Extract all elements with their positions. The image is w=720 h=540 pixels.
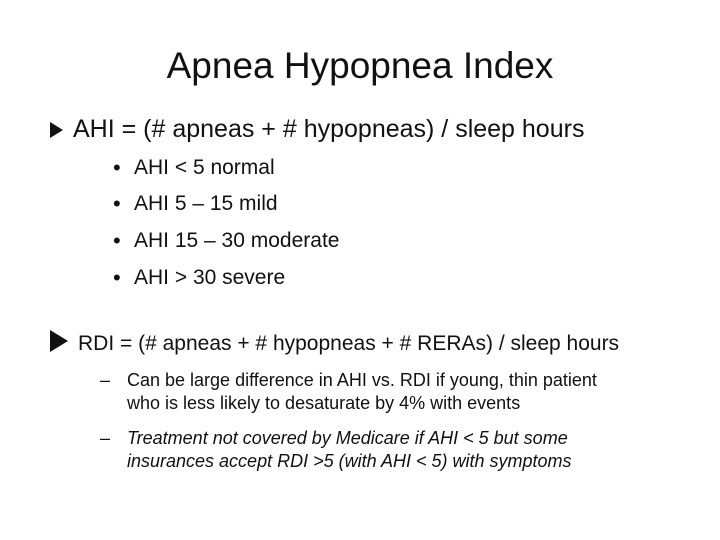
arrow-bullet-icon	[50, 122, 63, 138]
rdi-note-line: who is less likely to desaturate by 4% with events	[127, 393, 521, 413]
dash-bullet-icon: –	[100, 370, 111, 390]
bullet-dot-icon: •	[113, 265, 121, 290]
rdi-note-line: insurances accept RDI >5 (with AHI < 5) with symptoms	[127, 451, 572, 471]
bullet-dot-icon: •	[113, 191, 121, 216]
bullet-dot-icon: •	[113, 228, 121, 253]
slide-title: Apnea Hypopnea Index	[166, 45, 554, 86]
bullet-dot-icon: •	[113, 155, 121, 180]
arrow-bullet-icon	[50, 330, 68, 352]
ahi-level-severe: AHI > 30 severe	[134, 266, 286, 289]
dash-bullet-icon: –	[100, 428, 111, 448]
ahi-level-normal: AHI < 5 normal	[134, 156, 275, 179]
ahi-level-mild: AHI 5 – 15 mild	[134, 192, 278, 215]
ahi-level-moderate: AHI 15 – 30 moderate	[134, 229, 340, 252]
ahi-formula: AHI = (# apneas + # hypopneas) / sleep hours	[73, 115, 585, 143]
rdi-note-line: Treatment not covered by Medicare if AHI < 5 but some	[127, 428, 568, 448]
rdi-note-line: Can be large difference in AHI vs. RDI if young, thin patient	[127, 370, 597, 390]
rdi-formula: RDI = (# apneas + # hypopneas + # RERAs) / sleep hours	[78, 332, 620, 355]
